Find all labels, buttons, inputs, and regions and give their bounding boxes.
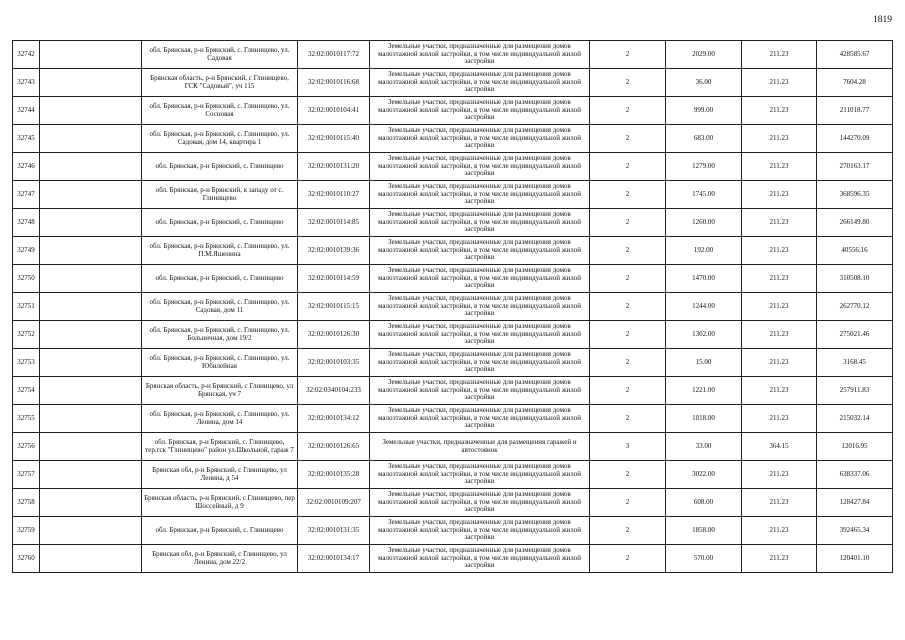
cadastral-number-cell: 32:02:0010134:17 [298, 545, 370, 573]
address-cell: обл. Брянская, р-н Брянский, с. Глинищево, ул. Юбилейная [142, 349, 298, 377]
row-number: 32744 [13, 97, 40, 125]
table-row [13, 69, 893, 97]
cadastral-number-cell: 32:02:0010109:207 [298, 489, 370, 517]
rate-cell: 211.23 [742, 181, 817, 209]
rate-cell: 211.23 [742, 153, 817, 181]
rate-cell: 211.23 [742, 69, 817, 97]
group-code-cell: 2 [590, 293, 666, 321]
cadastral-value-cell: 368596.35 [817, 181, 893, 209]
group-code-cell: 2 [590, 41, 666, 69]
empty-cell [40, 237, 142, 265]
cadastral-value-cell: 128427.84 [817, 489, 893, 517]
table-row [13, 489, 893, 517]
group-code-cell: 2 [590, 489, 666, 517]
group-code-cell: 2 [590, 349, 666, 377]
empty-cell [40, 545, 142, 573]
cadastral-number-cell: 32:02:0010126:30 [298, 321, 370, 349]
address-cell: обл. Брянская, р-н Брянский, с. Глинищево [142, 153, 298, 181]
area-cell: 3022.00 [666, 461, 742, 489]
table-body [13, 41, 893, 573]
cadastral-value-cell: 638337.06 [817, 461, 893, 489]
cadastral-value-cell: 266149.80 [817, 209, 893, 237]
rate-cell: 364.15 [742, 433, 817, 461]
row-number: 32743 [13, 69, 40, 97]
empty-cell [40, 433, 142, 461]
group-code-cell: 2 [590, 517, 666, 545]
cadastral-value-cell: 7604.28 [817, 69, 893, 97]
cadastral-number-cell: 32:02:0010115:40 [298, 125, 370, 153]
land-use-cell: Земельные участки, предназначенные для размещения домов малоэтажной жилой застройки, в том числе индивидуальной жилой застройки [370, 237, 590, 265]
rate-cell: 211.23 [742, 41, 817, 69]
land-use-cell: Земельные участки, предназначенные для размещения домов малоэтажной жилой застройки, в том числе индивидуальной жилой застройки [370, 461, 590, 489]
group-code-cell: 2 [590, 69, 666, 97]
cadastral-number-cell: 32:02:0010135:28 [298, 461, 370, 489]
table-row [13, 181, 893, 209]
row-number: 32752 [13, 321, 40, 349]
table-row [13, 265, 893, 293]
land-use-cell: Земельные участки, предназначенные для размещения домов малоэтажной жилой застройки, в том числе индивидуальной жилой застройки [370, 405, 590, 433]
land-use-cell: Земельные участки, предназначенные для размещения домов малоэтажной жилой застройки, в том числе индивидуальной жилой застройки [370, 293, 590, 321]
cadastral-number-cell: 32:02:0010114:85 [298, 209, 370, 237]
land-use-cell: Земельные участки, предназначенные для размещения домов малоэтажной жилой застройки, в том числе индивидуальной жилой застройки [370, 489, 590, 517]
empty-cell [40, 489, 142, 517]
area-cell: 1279.00 [666, 153, 742, 181]
empty-cell [40, 41, 142, 69]
row-number: 32756 [13, 433, 40, 461]
area-cell: 1302.00 [666, 321, 742, 349]
land-use-cell: Земельные участки, предназначенные для размещения домов малоэтажной жилой застройки, в том числе индивидуальной жилой застройки [370, 321, 590, 349]
land-use-cell: Земельные участки, предназначенные для размещения домов малоэтажной жилой застройки, в том числе индивидуальной жилой застройки [370, 377, 590, 405]
address-cell: Брянская область, р-н Брянский, с Глинищево, ГСК "Садовый", уч 115 [142, 69, 298, 97]
area-cell: 999.00 [666, 97, 742, 125]
empty-cell [40, 97, 142, 125]
area-cell: 608.00 [666, 489, 742, 517]
empty-cell [40, 461, 142, 489]
area-cell: 36.00 [666, 69, 742, 97]
address-cell: обл. Брянская, р-н Брянский, с. Глинищево, ул. Больничная, дом 19/2 [142, 321, 298, 349]
cadastral-number-cell: 32:02:0340104:233 [298, 377, 370, 405]
address-cell: обл. Брянская, р-н Брянский, с. Глинищево [142, 517, 298, 545]
empty-cell [40, 153, 142, 181]
registry-table [12, 40, 893, 573]
cadastral-value-cell: 392465.34 [817, 517, 893, 545]
area-cell: 2029.00 [666, 41, 742, 69]
cadastral-number-cell: 32:02:0010103:35 [298, 349, 370, 377]
area-cell: 33.00 [666, 433, 742, 461]
row-number: 32747 [13, 181, 40, 209]
area-cell: 1745.00 [666, 181, 742, 209]
table-row [13, 237, 893, 265]
cadastral-value-cell: 40556.16 [817, 237, 893, 265]
area-cell: 1221.00 [666, 377, 742, 405]
cadastral-value-cell: 310508.10 [817, 265, 893, 293]
rate-cell: 211.23 [742, 125, 817, 153]
empty-cell [40, 209, 142, 237]
group-code-cell: 2 [590, 97, 666, 125]
cadastral-value-cell: 257911.83 [817, 377, 893, 405]
rate-cell: 211.23 [742, 321, 817, 349]
group-code-cell: 2 [590, 153, 666, 181]
area-cell: 1260.00 [666, 209, 742, 237]
group-code-cell: 2 [590, 377, 666, 405]
table-row [13, 517, 893, 545]
area-cell: 570.00 [666, 545, 742, 573]
area-cell: 1018.00 [666, 405, 742, 433]
rate-cell: 211.23 [742, 265, 817, 293]
table-row [13, 41, 893, 69]
rate-cell: 211.23 [742, 97, 817, 125]
cadastral-number-cell: 32:02:0010126:65 [298, 433, 370, 461]
area-cell: 1470.00 [666, 265, 742, 293]
cadastral-value-cell: 144270.09 [817, 125, 893, 153]
group-code-cell: 2 [590, 181, 666, 209]
row-number: 32748 [13, 209, 40, 237]
row-number: 32757 [13, 461, 40, 489]
rate-cell: 211.23 [742, 293, 817, 321]
address-cell: Брянская обл, р-н Брянский, с Глинищево, ул Ленина, дом 22/2 [142, 545, 298, 573]
cadastral-number-cell: 32:02:0010104:41 [298, 97, 370, 125]
land-use-cell: Земельные участки, предназначенные для размещения домов малоэтажной жилой застройки, в том числе индивидуальной жилой застройки [370, 69, 590, 97]
cadastral-number-cell: 32:02:0010131:35 [298, 517, 370, 545]
land-use-cell: Земельные участки, предназначенные для размещения домов малоэтажной жилой застройки, в том числе индивидуальной жилой застройки [370, 125, 590, 153]
cadastral-number-cell: 32:02:0010114:59 [298, 265, 370, 293]
empty-cell [40, 69, 142, 97]
rate-cell: 211.23 [742, 237, 817, 265]
group-code-cell: 2 [590, 265, 666, 293]
cadastral-value-cell: 3168.45 [817, 349, 893, 377]
empty-cell [40, 125, 142, 153]
address-cell: обл. Брянская, р-н Брянский, с. Глинищево [142, 265, 298, 293]
area-cell: 683.00 [666, 125, 742, 153]
rate-cell: 211.23 [742, 405, 817, 433]
group-code-cell: 2 [590, 321, 666, 349]
row-number: 32750 [13, 265, 40, 293]
area-cell: 192.00 [666, 237, 742, 265]
land-use-cell: Земельные участки, предназначенные для размещения домов малоэтажной жилой застройки, в том числе индивидуальной жилой застройки [370, 181, 590, 209]
rate-cell: 211.23 [742, 517, 817, 545]
cadastral-number-cell: 32:02:0010115:15 [298, 293, 370, 321]
area-cell: 15.00 [666, 349, 742, 377]
land-use-cell: Земельные участки, предназначенные для размещения гаражей и автостоянок [370, 433, 590, 461]
land-use-cell: Земельные участки, предназначенные для размещения домов малоэтажной жилой застройки, в том числе индивидуальной жилой застройки [370, 153, 590, 181]
row-number: 32742 [13, 41, 40, 69]
table-row [13, 125, 893, 153]
empty-cell [40, 405, 142, 433]
empty-cell [40, 349, 142, 377]
table-row [13, 405, 893, 433]
group-code-cell: 3 [590, 433, 666, 461]
address-cell: Брянская обл, р-н Брянский, с Глинищево, ул Ленина, д 54 [142, 461, 298, 489]
empty-cell [40, 517, 142, 545]
empty-cell [40, 377, 142, 405]
row-number: 32746 [13, 153, 40, 181]
cadastral-value-cell: 270163.17 [817, 153, 893, 181]
rate-cell: 211.23 [742, 461, 817, 489]
cadastral-value-cell: 275021.46 [817, 321, 893, 349]
address-cell: обл. Брянская, р-н Брянский, с. Глинищево, тер.гск "Глинищево" район ул.Школьной, гараж 7 [142, 433, 298, 461]
rate-cell: 211.23 [742, 489, 817, 517]
group-code-cell: 2 [590, 461, 666, 489]
cadastral-value-cell: 215032.14 [817, 405, 893, 433]
area-cell: 1858.00 [666, 517, 742, 545]
rate-cell: 211.23 [742, 377, 817, 405]
page-number: 1819 [873, 15, 892, 25]
address-cell: обл. Брянская, р-н Брянский, с. Глинищево, ул. Сосновая [142, 97, 298, 125]
empty-cell [40, 293, 142, 321]
address-cell: Брянская область, р-н Брянский, с Глинищево, ул Брянская, уч 7 [142, 377, 298, 405]
row-number: 32758 [13, 489, 40, 517]
land-use-cell: Земельные участки, предназначенные для размещения домов малоэтажной жилой застройки, в том числе индивидуальной жилой застройки [370, 97, 590, 125]
row-number: 32753 [13, 349, 40, 377]
empty-cell [40, 321, 142, 349]
group-code-cell: 2 [590, 125, 666, 153]
land-use-cell: Земельные участки, предназначенные для размещения домов малоэтажной жилой застройки, в том числе индивидуальной жилой застройки [370, 41, 590, 69]
row-number: 32745 [13, 125, 40, 153]
address-cell: обл. Брянская, р-н Брянский, с. Глинищево, ул. Садовая, дом 11 [142, 293, 298, 321]
row-number: 32749 [13, 237, 40, 265]
address-cell: обл. Брянская, р-н Брянский, с. Глинищево [142, 209, 298, 237]
table-row [13, 293, 893, 321]
group-code-cell: 2 [590, 405, 666, 433]
cadastral-value-cell: 12016.95 [817, 433, 893, 461]
land-use-cell: Земельные участки, предназначенные для размещения домов малоэтажной жилой застройки, в том числе индивидуальной жилой застройки [370, 349, 590, 377]
table-row [13, 545, 893, 573]
row-number: 32759 [13, 517, 40, 545]
rate-cell: 211.23 [742, 349, 817, 377]
address-cell: обл. Брянская, р-н Брянский, с. Глинищево, ул. Садовая, дом 14, квартира 1 [142, 125, 298, 153]
land-use-cell: Земельные участки, предназначенные для размещения домов малоэтажной жилой застройки, в том числе индивидуальной жилой застройки [370, 265, 590, 293]
address-cell: Брянская область, р-н Брянский, с Глинищево, пер Шоссейный, д 9 [142, 489, 298, 517]
address-cell: обл. Брянская, р-н Брянский, с. Глинищево, ул. Ленина, дом 14 [142, 405, 298, 433]
empty-cell [40, 265, 142, 293]
cadastral-value-cell: 262770.12 [817, 293, 893, 321]
group-code-cell: 2 [590, 209, 666, 237]
cadastral-number-cell: 32:02:0010110:27 [298, 181, 370, 209]
land-use-cell: Земельные участки, предназначенные для размещения домов малоэтажной жилой застройки, в том числе индивидуальной жилой застройки [370, 545, 590, 573]
row-number: 32755 [13, 405, 40, 433]
area-cell: 1244.00 [666, 293, 742, 321]
table-row [13, 209, 893, 237]
cadastral-number-cell: 32:02:0010139:36 [298, 237, 370, 265]
table-row [13, 153, 893, 181]
rate-cell: 211.23 [742, 545, 817, 573]
table-row [13, 377, 893, 405]
address-cell: обл. Брянская, р-н Брянский, с. Глинищево, ул. Садовая [142, 41, 298, 69]
cadastral-value-cell: 120401.10 [817, 545, 893, 573]
address-cell: обл. Брянская, р-н Брянский, к западу от с. Глинищево [142, 181, 298, 209]
table-row [13, 321, 893, 349]
row-number: 32751 [13, 293, 40, 321]
cadastral-number-cell: 32:02:0010116:68 [298, 69, 370, 97]
group-code-cell: 2 [590, 237, 666, 265]
cadastral-number-cell: 32:02:0010134:12 [298, 405, 370, 433]
table-row [13, 461, 893, 489]
cadastral-number-cell: 32:02:0010131:20 [298, 153, 370, 181]
cadastral-value-cell: 211018.77 [817, 97, 893, 125]
cadastral-value-cell: 428585.67 [817, 41, 893, 69]
land-use-cell: Земельные участки, предназначенные для размещения домов малоэтажной жилой застройки, в том числе индивидуальной жилой застройки [370, 209, 590, 237]
row-number: 32754 [13, 377, 40, 405]
table-row [13, 433, 893, 461]
rate-cell: 211.23 [742, 209, 817, 237]
table-row [13, 349, 893, 377]
empty-cell [40, 181, 142, 209]
row-number: 32760 [13, 545, 40, 573]
group-code-cell: 2 [590, 545, 666, 573]
cadastral-number-cell: 32:02:0010117:72 [298, 41, 370, 69]
address-cell: обл. Брянская, р-н Брянский, с. Глинищево, ул. П.М.Яшенина [142, 237, 298, 265]
table-row [13, 97, 893, 125]
land-use-cell: Земельные участки, предназначенные для размещения домов малоэтажной жилой застройки, в том числе индивидуальной жилой застройки [370, 517, 590, 545]
